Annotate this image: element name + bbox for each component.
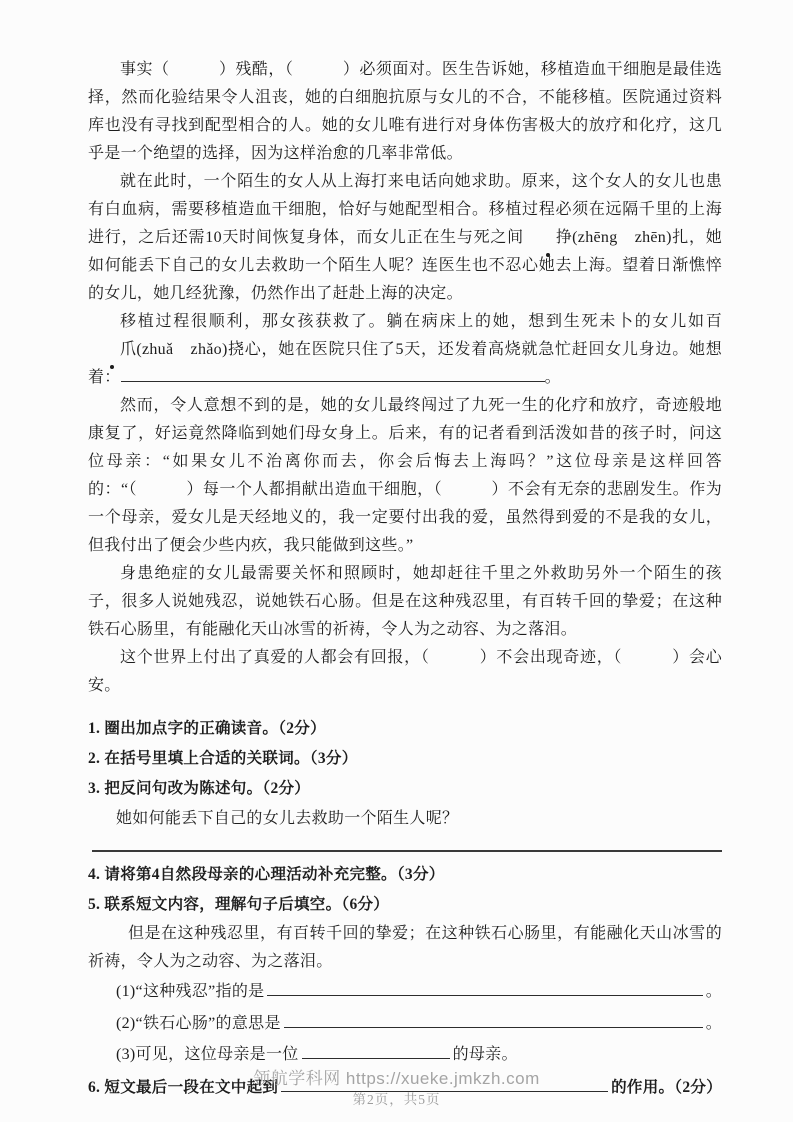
footer-page-number: 第2页，共5页 [352, 1092, 441, 1107]
fill-in-blank-thoughts [121, 365, 545, 382]
reading-passage-and-questions [88, 56, 722, 1104]
sub-3-answer-blank [302, 1042, 450, 1059]
passage-paragraph-2 [88, 168, 722, 308]
passage-paragraph-6: 这个世界上付出了真爱的人都会有回报，（ ）不会出现奇迹，（ ）会心安。 [88, 649, 722, 694]
paragraph-3-text-before: 移植过程很顺利，那女孩获救了。躺在病床上的她，想到生死未卜的女儿如百 [120, 313, 722, 330]
sub-1-suffix: 。 [705, 983, 722, 1000]
question-5-sub-1 [88, 976, 722, 1008]
paragraph-3-text-after: (zhuǎ zhǎo)挠心，她在医院只住了5天，还发着高烧就急忙赶回女儿身边。她想着： [88, 341, 722, 386]
question-3: 3. 把反问句改为陈述句。（2分） [88, 780, 311, 797]
question-1: 1. 圈出加点字的正确读音。（2分） [88, 720, 326, 737]
dotted-character-zhua: 爪 [88, 336, 136, 364]
paragraph-2-text-after: (zhēng zhēn)扎，她如何能丢下自己的女儿去救助一个陌生人呢？连医生也不忍心她去上海。望着日渐憔悴的女儿，她几经犹豫，仍然作出了赶赴上海的决定。 [88, 229, 722, 302]
sub-1-answer-blank [267, 979, 702, 996]
passage-paragraph-1: 事实（ ）残酷，（ ）必须面对。医生告诉她，移植造血干细胞是最佳选择，然而化验结果令人沮丧，她的白细胞抗原与女儿的不合，不能移植。医院通过资料库也没有寻找到配型相合的人。她的女儿唯有进行对身体伤害极大的放疗和化疗，这几乎是一个绝望的选择，因为这样治愈的几率非常低。 [88, 61, 722, 162]
paragraph-2-text-before: 就在此时，一个陌生的女人从上海打来电话向她求助。原来，这个女人的女儿也患有白血病，需要移植造血干细胞，恰好与她配型相合。移植过程必须在远隔千里的上海进行，之后还需10天时间恢复身体，而女儿正在生与死之间 [88, 173, 722, 246]
question-list [88, 714, 722, 1104]
footer-watermark-site: 领航学科网 https://xueke.jmkzh.com [253, 1069, 540, 1088]
passage-paragraph-4: 然而，令人意想不到的是，她的女儿最终闯过了九死一生的化疗和放疗，奇迹般地康复了，好运竟然降临到她们母女身上。后来，有的记者看到活泼如昔的孩子时，问这位母亲：“如果女儿不治离你而去，你会后悔去上海吗？”这位母亲是这样回答的：“（ ）每一个人都捐献出造血干细胞，（ ）不会有无奈的悲剧发生。作为一个母亲，爱女儿是天经地义的，我一定要付出我的爱，虽然得到爱的不是我的女儿，但我付出了便会少些内疚，我只能做到这些。” [88, 397, 722, 554]
passage-paragraph-3 [88, 308, 722, 392]
sub-2-answer-blank [284, 1011, 703, 1028]
question-4: 4. 请将第4自然段母亲的心理活动补充完整。（3分） [88, 866, 445, 883]
sub-1-prefix: (1)“这种残忍”指的是 [116, 983, 265, 1000]
passage-paragraph-5: 身患绝症的女儿最需要关怀和照顾时，她却赶往千里之外救助另外一个陌生的孩子，很多人说她残忍，说她铁石心肠。但是在这种残忍里，有百转千回的挚爱；在这种铁石心肠里，有能融化天山冰雪的祈祷，令人为之动容、为之落泪。 [88, 565, 722, 638]
sub-3-prefix: (3)可见，这位母亲是一位 [116, 1046, 299, 1063]
question-5-quote: 但是在这种残忍里，有百转千回的挚爱；在这种铁石心肠里，有能融化天山冰雪的祈祷，令人为之动容、为之落泪。 [88, 925, 722, 970]
question-5: 5. 联系短文内容，理解句子后填空。（6分） [88, 896, 390, 913]
question-3-sentence: 她如何能丢下自己的女儿去救助一个陌生人呢？ [116, 810, 459, 827]
sub-2-suffix: 。 [705, 1015, 722, 1032]
dotted-character-zheng: 挣 [524, 224, 572, 252]
question-6-prefix: 6. 短文最后一段在文中起到 [88, 1079, 279, 1096]
sub-3-suffix: 的母亲。 [452, 1046, 518, 1063]
question-2: 2. 在括号里填上合适的关联词。（3分） [88, 750, 358, 767]
question-5-sub-2 [88, 1008, 722, 1040]
question-3-answer-line [92, 850, 722, 852]
question-6-suffix: 的作用。（2分） [611, 1079, 722, 1096]
blank-end-period: 。 [544, 369, 561, 386]
sub-2-prefix: (2)“铁石心肠”的意思是 [116, 1015, 281, 1032]
